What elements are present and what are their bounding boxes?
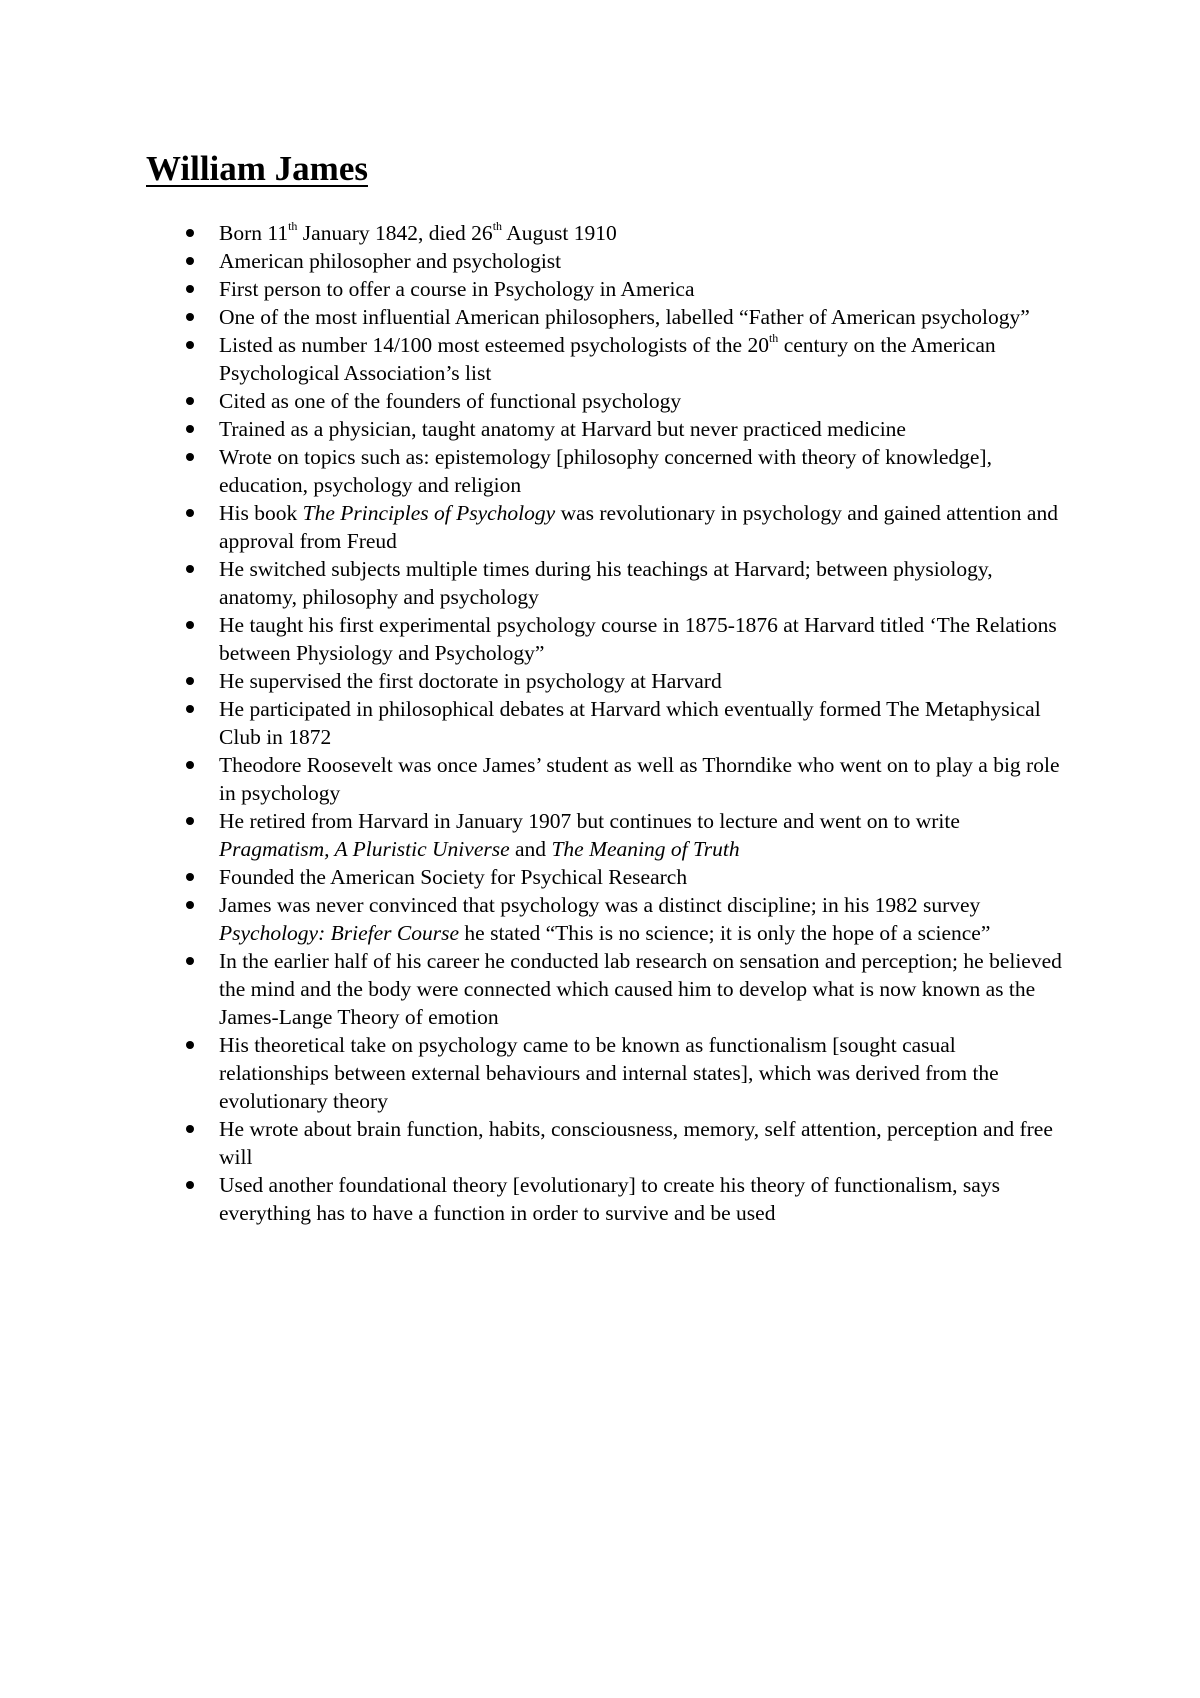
item-text: He switched subjects multiple times during his teachings at Harvard; between physiology, anatomy, philosophy and psychology [219,557,993,609]
bullet-icon [186,257,194,265]
item-text: August 1910 [502,221,617,245]
ordinal-suffix: th [492,219,503,233]
item-text: He retired from Harvard in January 1907 but continues to lecture and went on to write [219,809,960,833]
item-text: he stated “This is no science; it is only the hope of a science” [459,921,991,945]
list-item [219,1171,1069,1227]
list-item [219,611,1069,667]
list-item [219,947,1069,1031]
list-item [219,667,1069,695]
item-text: His theoretical take on psychology came to be known as functionalism [sought casual relationships between external behaviours and internal states], which was derived from the evolutionary theory [219,1033,999,1113]
bullet-icon [186,285,194,293]
italic-title: Pragmatism, A Pluristic Universe [219,837,510,861]
bullet-icon [186,817,194,825]
item-text: Trained as a physician, taught anatomy at Harvard but never practiced medicine [219,417,906,441]
list-item [219,303,1069,331]
item-text: James was never convinced that psychology was a distinct discipline; in his 1982 survey [219,893,981,917]
item-text: was revolutionary in psychology and gained attention and approval from Freud [219,501,1058,553]
italic-title: Psychology: Briefer Course [219,921,460,945]
bullet-icon [186,1125,194,1133]
list-item [219,1031,1069,1115]
list-item [219,415,1069,443]
bullet-icon [186,901,194,909]
item-text: He supervised the first doctorate in psychology at Harvard [219,669,722,693]
list-item [219,331,1069,387]
item-text: Born 11 [219,221,289,245]
item-text: Cited as one of the founders of functional psychology [219,389,682,413]
item-text: He participated in philosophical debates at Harvard which eventually formed The Metaphysical Club in 1872 [219,697,1041,749]
bullet-icon [186,397,194,405]
bullet-icon [186,621,194,629]
list-item [219,863,1069,891]
bullet-icon [186,229,194,237]
item-text: January 1842, died 26 [297,221,493,245]
bullet-list [219,219,1069,1227]
list-item [219,807,1069,863]
bullet-icon [186,1181,194,1189]
list-item [219,695,1069,751]
page-title: William James [146,149,368,188]
item-text: American philosopher and psychologist [219,249,562,273]
item-text: century on the American Psychological Association’s list [219,333,996,385]
list-item [219,387,1069,415]
ordinal-suffix: th [288,219,298,233]
bullet-icon [186,873,194,881]
list-item [219,275,1069,303]
item-text: His book [219,501,303,525]
bullet-icon [186,453,194,461]
list-item [219,443,1069,499]
item-text: Wrote on topics such as: epistemology [philosophy concerned with theory of knowledge], education, psychology and religion [219,445,992,497]
bullet-icon [186,957,194,965]
bullet-icon [186,1041,194,1049]
list-item [219,891,1069,947]
list-item [219,555,1069,611]
bullet-icon [186,341,194,349]
list-item [219,219,1069,247]
item-text: and [509,837,552,861]
item-text: First person to offer a course in Psychology in America [219,277,695,301]
bullet-icon [186,705,194,713]
list-item [219,499,1069,555]
item-text: Founded the American Society for Psychical Research [219,865,688,889]
list-item [219,751,1069,807]
item-text: He wrote about brain function, habits, consciousness, memory, self attention, perception and free will [219,1117,1053,1169]
ordinal-suffix: th [768,331,779,345]
list-item [219,247,1069,275]
bullet-icon [186,677,194,685]
item-text: Theodore Roosevelt was once James’ student as well as Thorndike who went on to play a big role in psychology [219,753,1060,805]
bullet-icon [186,509,194,517]
list-item [219,1115,1069,1171]
bullet-icon [186,425,194,433]
italic-title: The Principles of Psychology [302,501,556,525]
bullet-icon [186,313,194,321]
item-text: One of the most influential American philosophers, labelled “Father of American psychology” [219,305,1030,329]
item-text: Listed as number 14/100 most esteemed psychologists of the 20 [219,333,769,357]
bullet-icon [186,761,194,769]
italic-title: The Meaning of Truth [551,837,740,861]
item-text: He taught his first experimental psychology course in 1875-1876 at Harvard titled ‘The Relations between Physiology and Psychology” [219,613,1057,665]
item-text: Used another foundational theory [evolutionary] to create his theory of functionalism, says everything has to have a function in order to survive and be used [219,1173,1000,1225]
item-text: In the earlier half of his career he conducted lab research on sensation and perception; he believed the mind and the body were connected which caused him to develop what is now known as the James-Lange Theory of emotion [219,949,1062,1029]
bullet-icon [186,565,194,573]
